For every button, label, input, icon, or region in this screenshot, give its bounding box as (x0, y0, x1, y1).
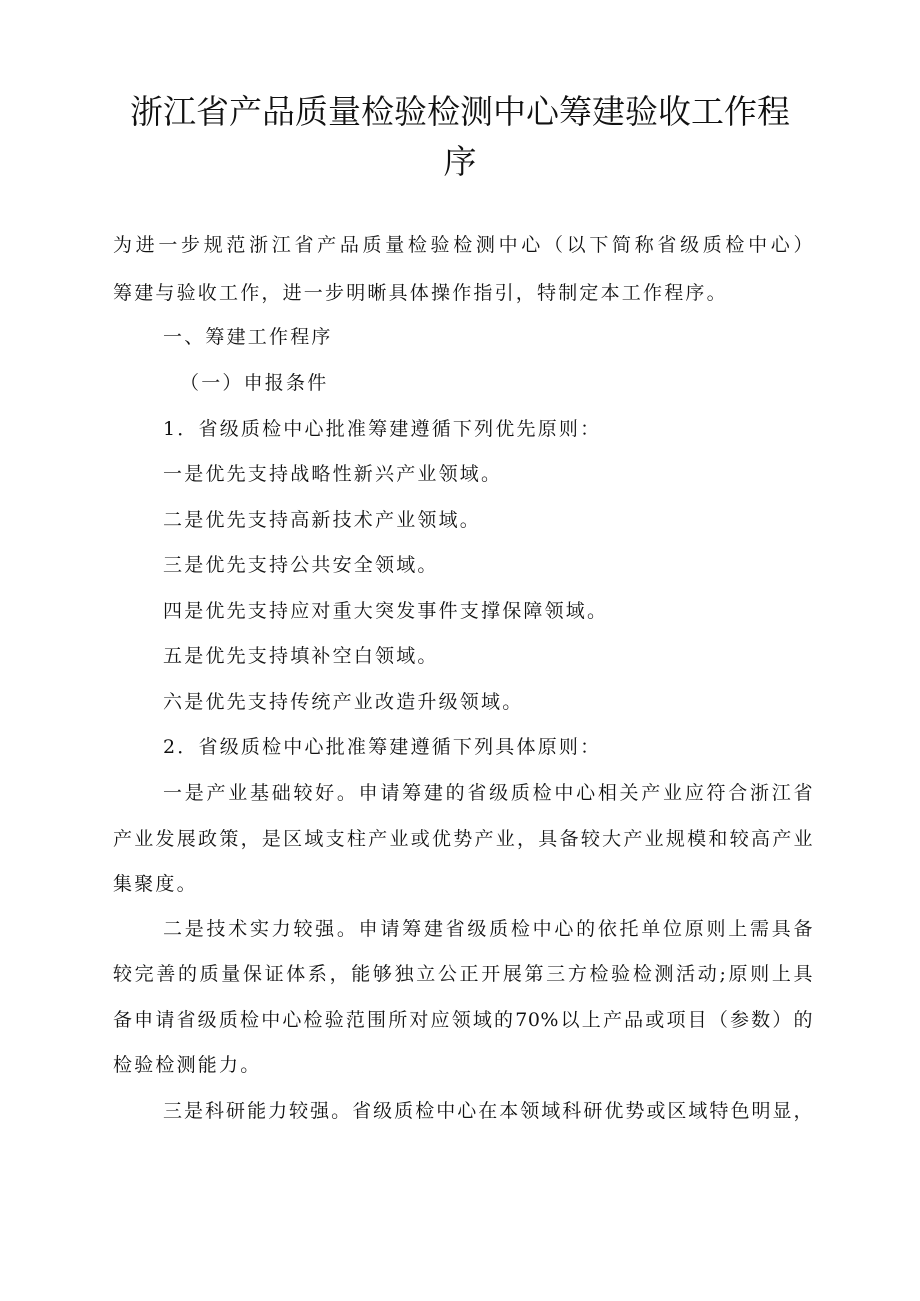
document-title-line-1: 浙江省产品质量检验检测中心筹建验收工作程 (130, 92, 790, 131)
subsection-heading-1: （一）申报条件 (180, 372, 329, 394)
section-heading-1: 一、筹建工作程序 (163, 326, 333, 348)
priority-principle-4: 四是优先支持应对重大突发事件支撑保障领域。 (163, 600, 609, 622)
priority-principle-3: 三是优先支持公共安全领域。 (163, 554, 439, 576)
priority-principle-1: 一是优先支持战略性新兴产业领域。 (163, 463, 503, 485)
item-2-heading: 2．省级质检中心批准筹建遵循下列具体原则： (163, 736, 602, 758)
specific-principle-1-line-1: 一是产业基础较好。申请筹建的省级质检中心相关产业应符合浙江省 (163, 782, 813, 804)
priority-principle-5: 五是优先支持填补空白领域。 (163, 645, 439, 667)
priority-principle-6: 六是优先支持传统产业改造升级领域。 (163, 691, 524, 713)
specific-principle-2-line-3: 备申请省级质检中心检验范围所对应领域的70%以上产品或项目（参数）的 (113, 1009, 813, 1031)
specific-principle-1-line-3: 集聚度。 (113, 873, 198, 895)
specific-principle-1-line-2: 产业发展政策，是区域支柱产业或优势产业，具备较大产业规模和较高产业 (113, 828, 813, 850)
specific-principle-2-line-1: 二是技术实力较强。申请筹建省级质检中心的依托单位原则上需具备 (163, 918, 813, 940)
specific-principle-2-line-4: 检验检测能力。 (113, 1054, 262, 1076)
item-1-heading: 1．省级质检中心批准筹建遵循下列优先原则： (163, 418, 602, 440)
intro-paragraph-line-1: 为进一步规范浙江省产品质量检验检测中心（以下简称省级质检中心） (113, 234, 813, 256)
document-title-line-2: 序 (443, 142, 477, 181)
priority-principle-2: 二是优先支持高新技术产业领域。 (163, 509, 482, 531)
specific-principle-3-line-1: 三是科研能力较强。省级质检中心在本领域科研优势或区域特色明显， (163, 1100, 813, 1122)
intro-paragraph-line-2: 筹建与验收工作，进一步明晰具体操作指引，特制定本工作程序。 (113, 282, 728, 304)
specific-principle-2-line-2: 较完善的质量保证体系，能够独立公正开展第三方检验检测活动;原则上具 (113, 963, 813, 985)
